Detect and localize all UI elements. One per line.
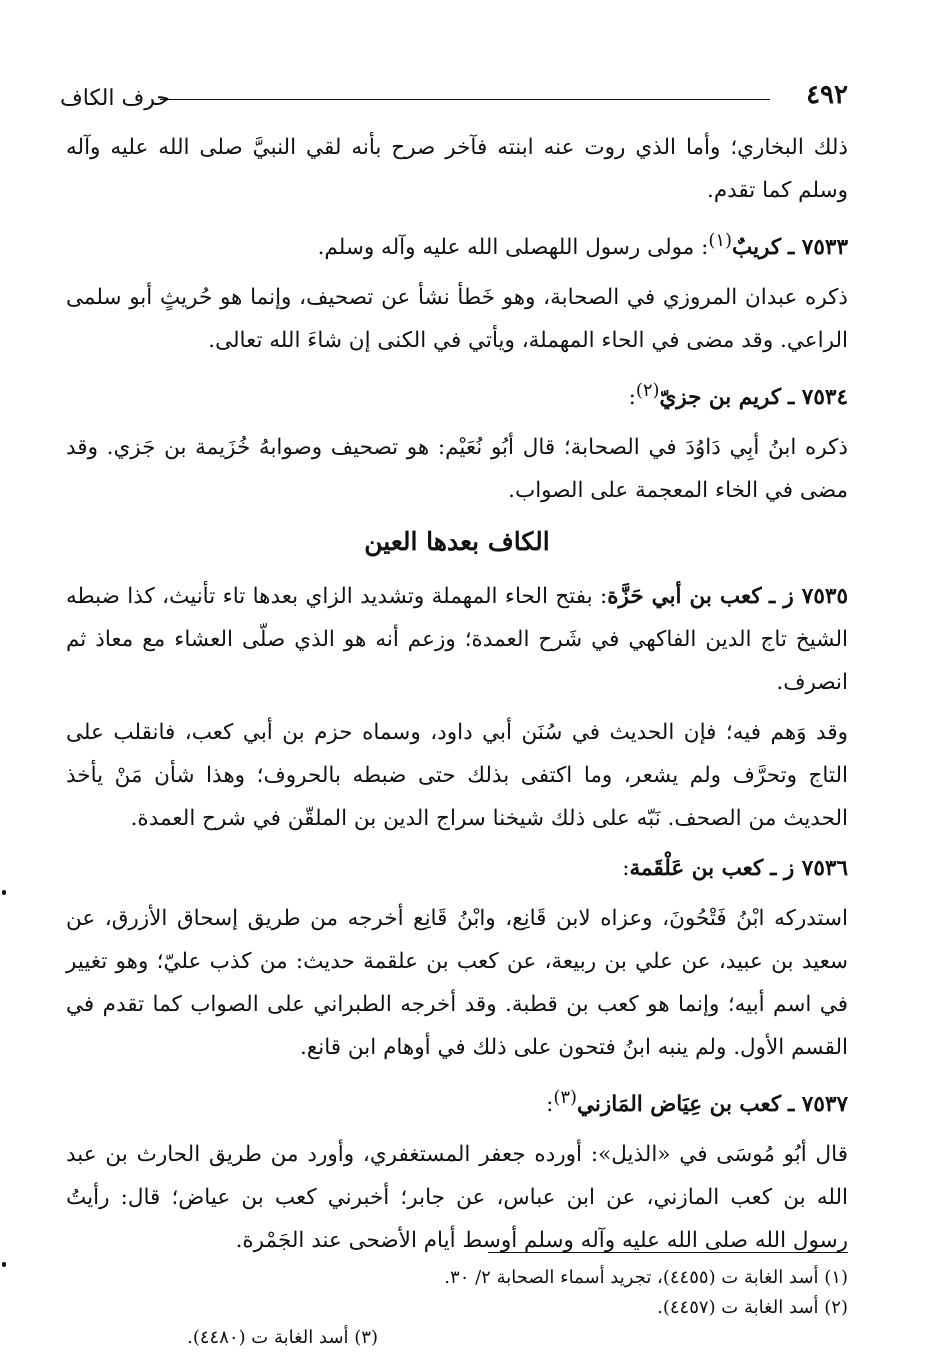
entry-heading [66,369,848,419]
main-text [66,126,848,1269]
entry-description: : [622,856,630,882]
entry-heading [66,575,848,704]
footnote: (٢) أسد الغابة ت (٤٤٥٧). [657,1297,848,1318]
entry-number: ٧٥٣٤ ـ [788,385,848,411]
footnote-marker: (١) [708,230,732,251]
entry-heading [66,219,848,269]
footnote-marker: (٢) [635,380,660,402]
entry-title: كعب بن عِيَاض المَازني [576,1092,782,1118]
entry-heading [66,1076,848,1126]
entry-description: : بفتح الحاء المهملة وتشديد الزاي بعدها تاء تأنيث، كذا ضبطه الشيخ تاج الدين الفاكهي في شَرح العمدة؛ وزعم أنه هو الذي صلّى العشاء مع معاذ ثم انصرف. [66,584,848,696]
scan-speck [2,1262,6,1267]
scan-speck [2,890,6,895]
paragraph: قال أبُو مُوسَى في «الذيل»: أورده جعفر المستغفري، وأورد من طريق الحارث بن عبد الله بن كعب المازني، عن ابن عباس، عن جابر؛ أخبرني كعب بن عياض؛ قال: رأيتُ رسول الله صلى الله عليه وآله وسلم أوسط أيام الأضحى عند الجَمْرة. [66,1142,848,1254]
entry-title: كريم بن جزيّ [659,385,782,411]
paragraph: ذكره عبدان المروزي في الصحابة، وهو خَطأ نشأ عن تصحيف، وإنما هو حُريثٍ أبو سلمى الراعي. وقد مضى في الحاء المهملة، ويأتي في الكنى إن شاءَ الله تعالى. [66,285,848,354]
entry-number: ٧٥٣٦ ز ـ [770,856,848,882]
entry-title: كريبٌ [731,235,782,261]
running-head: حرف الكاف [60,86,171,111]
entry-title: كعب بن أبي حَزَّة [607,584,762,610]
entry-title: كعب بن عَلْقَمة [629,856,764,882]
entry-description: : [546,1092,554,1118]
paragraph: ذلك البخاري؛ وأما الذي روت عنه ابنته فآخر صرح بأنه لقي النبيَّ صلى الله عليه وآله وسلم كما تقدم. [66,135,848,203]
entry-number: ٧٥٣٧ ـ [788,1092,848,1118]
entry-number: ٧٥٣٥ ز ـ [769,584,848,610]
entry-description: : [628,385,636,411]
paragraph: ذكره ابنُ أبِي دَاوُدَ في الصحابة؛ قال أبُو نُعَيْم: هو تصحيف وصوابهُ خُزَيمة بن جَزي. وقد مضى في الخاء المعجمة على الصواب. [66,435,848,504]
entry-description: : مولى رسول اللهصلى الله عليه وآله وسلم. [317,235,709,261]
footnotes [66,1252,848,1353]
paragraph: وقد وَهم فيه؛ فإن الحديث في سُنَن أبي داود، وسماه حزم بن أبي كعب، فانقلب على التاج وتحرَّف ولم يشعر، وما اكتفى بذلك حتى ضبطه بالحروف؛ وهذا شأن مَنْ يأخذ الحديث من الصحف. نَبّه على ذلك شيخنا سراج الدين بن الملقّن في شرح العمدة. [66,720,848,832]
entry-heading [66,847,848,890]
footnote-rule [488,1252,848,1253]
footnote: (٣) أسد الغابة ت (٤٤٨٠). [187,1327,378,1348]
page-header [60,72,848,112]
page-number: ٤٩٢ [806,80,848,110]
footnote: (١) أسد الغابة ت (٤٤٥٥)، تجريد أسماء الصحابة ٢/ ٣٠. [444,1267,848,1288]
header-rule [160,99,770,100]
entry-number: ٧٥٣٣ ـ [788,235,848,261]
section-heading: الكاف بعدها العين [364,527,550,557]
footnote-marker: (٣) [553,1087,577,1109]
paragraph: استدركه ابْنُ فَتْحُونَ، وعزاه لابن قَانِع، وابْنُ قَانِع أخرجه من طريق إسحاق الأزرق، عن سعيد بن عبيد، عن علي بن ربيعة، عن كعب بن علقمة حديث: من كذب عليّ؛ وهو تغيير في اسم أبيه؛ وإنما هو كعب بن قطبة. وقد أخرجه الطبراني على الصواب كما تقدم في القسم الأول. ولم ينبه ابنُ فتحون على ذلك في أوهام ابن قانع. [66,906,848,1061]
